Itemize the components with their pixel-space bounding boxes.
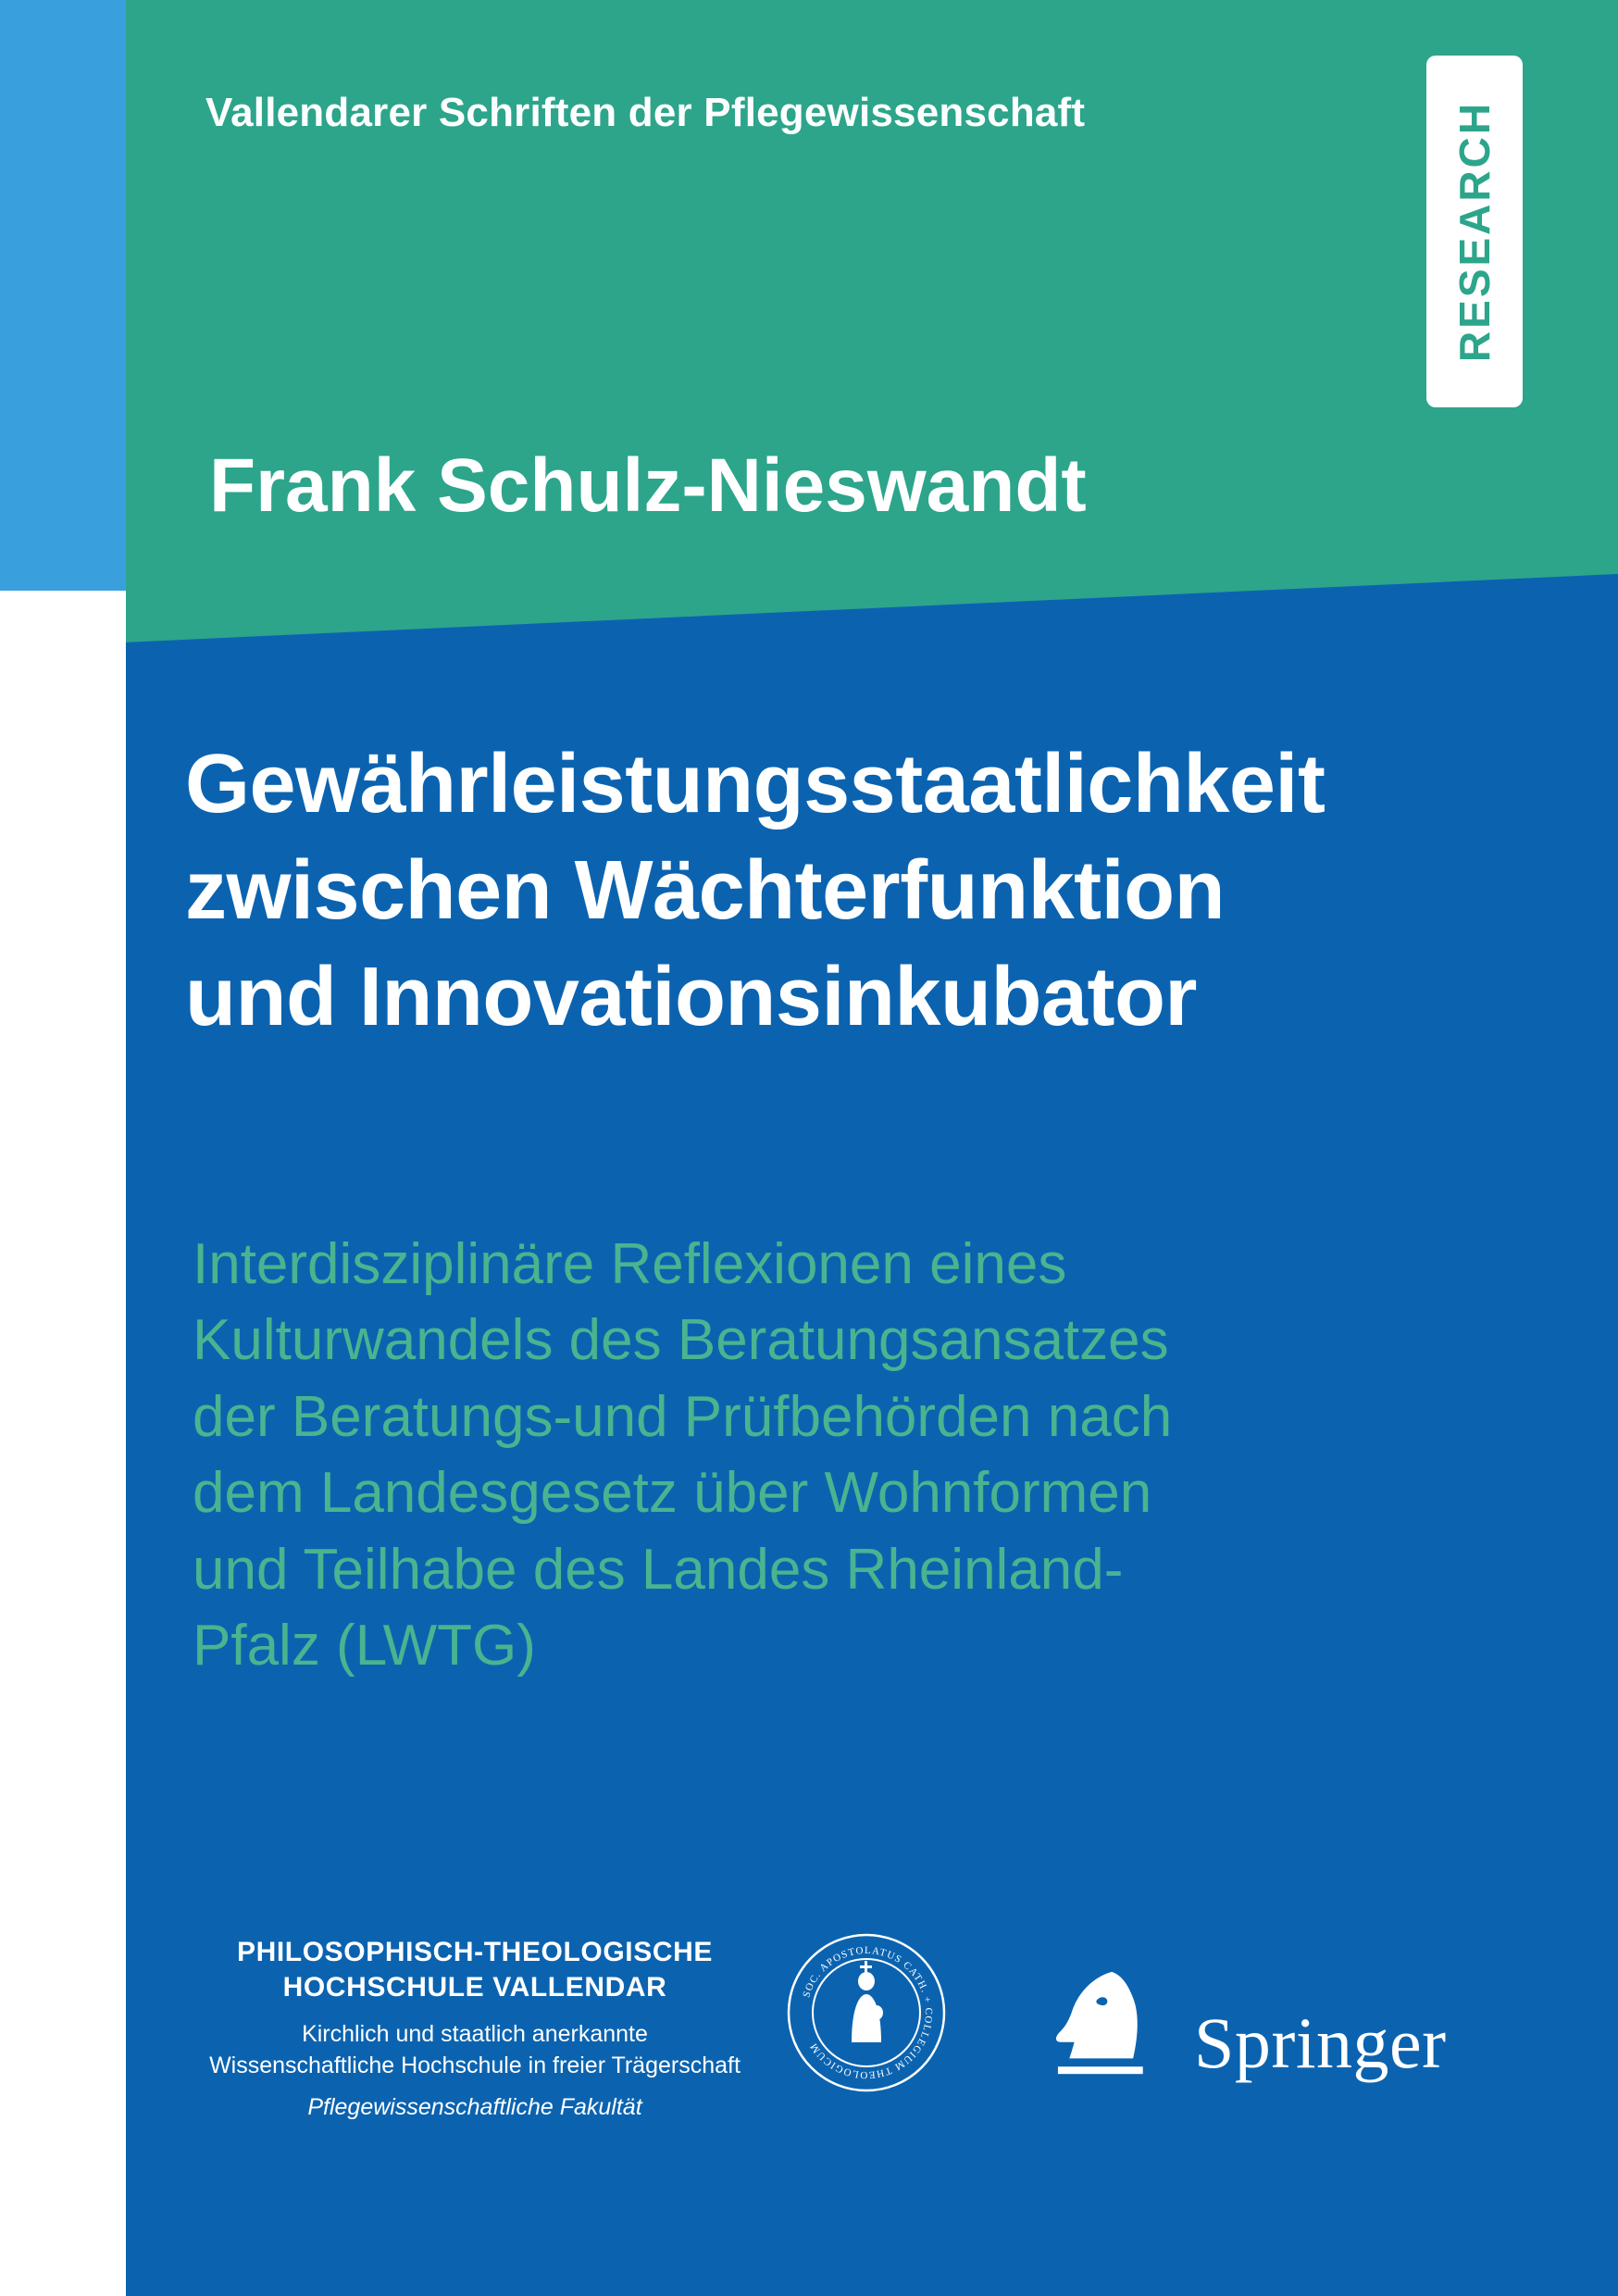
- book-subtitle-line: dem Landesgesetz über Wohnformen: [193, 1461, 1152, 1526]
- book-subtitle-line: Kulturwandels des Beratungsansatzes: [193, 1308, 1169, 1373]
- book-subtitle-line: Pfalz (LWTG): [193, 1614, 536, 1678]
- research-badge-label: RESEARCH: [1450, 100, 1499, 363]
- series-title: Vallendarer Schriften der Pflegewissenschaft: [205, 90, 1086, 135]
- book-subtitle-line: der Beratungs-und Prüfbehörden nach: [193, 1384, 1173, 1449]
- book-title: [185, 731, 1481, 1052]
- research-badge: [1426, 56, 1523, 407]
- university-name-line-1: PHILOSOPHISCH-THEOLOGISCHE: [237, 1937, 713, 1967]
- book-subtitle-line: und Teilhabe des Landes Rheinland-: [193, 1537, 1124, 1602]
- book-subtitle-line: Interdisziplinäre Reflexionen eines: [193, 1232, 1067, 1296]
- book-title-line: Gewährleistungsstaatlichkeit: [185, 738, 1326, 830]
- book-subtitle: [193, 1227, 1451, 1685]
- university-faculty: Pflegewissenschaftliche Fakultät: [307, 2094, 642, 2121]
- publisher-logo-row: [185, 1916, 1500, 2222]
- university-logo: [193, 1935, 757, 2121]
- book-title-line: und Innovationsinkubator: [185, 951, 1197, 1044]
- white-left-margin: [0, 591, 126, 2296]
- springer-knight-icon: [1037, 1957, 1176, 2096]
- university-seal-icon: [787, 1933, 946, 2092]
- university-name-line-2: HOCHSCHULE VALLENDAR: [282, 1972, 667, 2003]
- author-name: Frank Schulz-Nieswandt: [209, 443, 1087, 528]
- book-title-line: zwischen Wächterfunktion: [185, 844, 1226, 938]
- springer-wordmark: Springer: [1194, 2003, 1447, 2083]
- light-blue-accent-strip: [0, 0, 126, 593]
- university-note-line-2: Wissenschaftliche Hochschule in freier Trägerschaft: [209, 2052, 741, 2078]
- svg-text:SOC. APOSTOLATUS CATH. + COLLE: SOC. APOSTOLATUS CATH. + COLLEGIUM THEOLOGICUM: [801, 1944, 935, 2081]
- university-note-line-1: Kirchlich und staatlich anerkannte: [302, 2020, 648, 2047]
- springer-logo: [1027, 1944, 1462, 2120]
